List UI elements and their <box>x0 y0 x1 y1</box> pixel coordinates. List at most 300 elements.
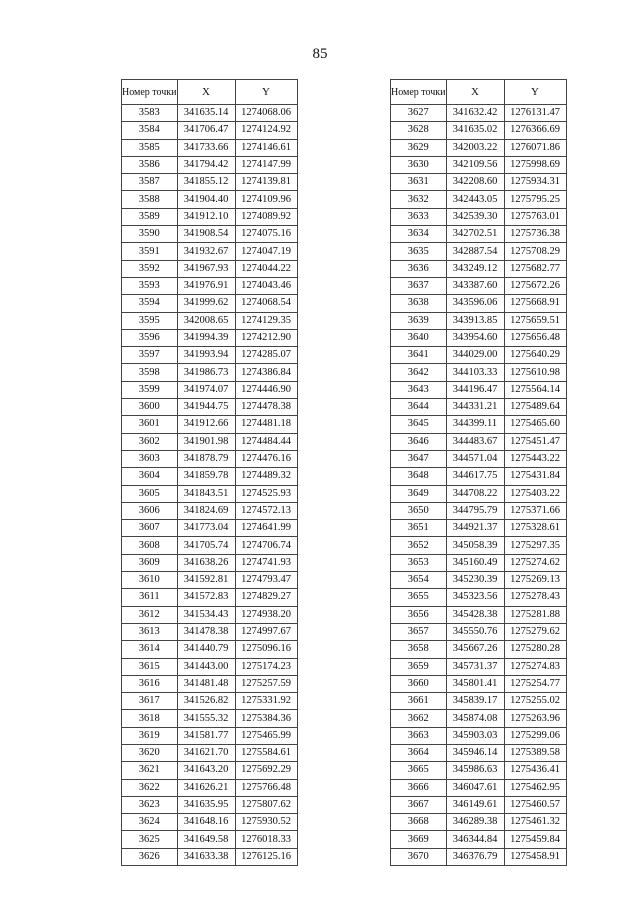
cell-x: 344708.22 <box>446 485 504 502</box>
table-row <box>391 762 567 779</box>
table-row <box>122 139 298 156</box>
cell-point-number: 3605 <box>122 485 178 502</box>
cell-point-number: 3585 <box>122 139 178 156</box>
cell-point-number: 3630 <box>391 156 447 173</box>
table-row <box>122 450 298 467</box>
cell-y: 1274068.06 <box>235 105 297 122</box>
cell-point-number: 3627 <box>391 105 447 122</box>
cell-x: 345986.63 <box>446 762 504 779</box>
header-y: Y <box>504 80 566 105</box>
cell-y: 1274489.32 <box>235 468 297 485</box>
table-row <box>391 312 567 329</box>
cell-x: 341705.74 <box>177 537 235 554</box>
cell-x: 342109.56 <box>446 156 504 173</box>
cell-x: 341632.42 <box>446 105 504 122</box>
cell-x: 341534.43 <box>177 606 235 623</box>
header-point-number: Номер точки <box>391 80 447 105</box>
table-row <box>391 744 567 761</box>
cell-x: 345903.03 <box>446 727 504 744</box>
cell-point-number: 3651 <box>391 520 447 537</box>
cell-x: 341706.47 <box>177 122 235 139</box>
cell-x: 344483.67 <box>446 433 504 450</box>
cell-x: 341993.94 <box>177 347 235 364</box>
cell-x: 341912.66 <box>177 416 235 433</box>
cell-y: 1274147.99 <box>235 156 297 173</box>
header-x: X <box>177 80 235 105</box>
cell-y: 1274793.47 <box>235 572 297 589</box>
cell-point-number: 3641 <box>391 347 447 364</box>
cell-x: 341824.69 <box>177 502 235 519</box>
cell-x: 345160.49 <box>446 554 504 571</box>
cell-point-number: 3639 <box>391 312 447 329</box>
cell-y: 1274741.93 <box>235 554 297 571</box>
table-row <box>391 122 567 139</box>
cell-x: 345550.76 <box>446 623 504 640</box>
cell-point-number: 3593 <box>122 277 178 294</box>
cell-x: 341878.79 <box>177 450 235 467</box>
cell-point-number: 3665 <box>391 762 447 779</box>
cell-x: 341904.40 <box>177 191 235 208</box>
cell-y: 1275465.99 <box>235 727 297 744</box>
cell-point-number: 3583 <box>122 105 178 122</box>
cell-y: 1276125.16 <box>235 848 297 865</box>
cell-point-number: 3649 <box>391 485 447 502</box>
cell-x: 341773.04 <box>177 520 235 537</box>
cell-x: 341994.39 <box>177 329 235 346</box>
cell-y: 1275297.35 <box>504 537 566 554</box>
cell-y: 1275461.32 <box>504 814 566 831</box>
table-row <box>391 675 567 692</box>
cell-point-number: 3584 <box>122 122 178 139</box>
table-row <box>391 831 567 848</box>
cell-y: 1276131.47 <box>504 105 566 122</box>
cell-point-number: 3648 <box>391 468 447 485</box>
cell-x: 342539.30 <box>446 208 504 225</box>
cell-x: 341649.58 <box>177 831 235 848</box>
cell-y: 1274285.07 <box>235 347 297 364</box>
table-header-row <box>391 80 567 105</box>
coordinates-table-left <box>121 79 298 866</box>
table-row <box>122 468 298 485</box>
table-row <box>391 814 567 831</box>
cell-y: 1274109.96 <box>235 191 297 208</box>
table-row <box>391 641 567 658</box>
cell-x: 341635.95 <box>177 796 235 813</box>
cell-point-number: 3668 <box>391 814 447 831</box>
cell-point-number: 3611 <box>122 589 178 606</box>
table-row <box>122 156 298 173</box>
cell-y: 1275459.84 <box>504 831 566 848</box>
table-row <box>122 260 298 277</box>
cell-x: 341908.54 <box>177 226 235 243</box>
cell-point-number: 3601 <box>122 416 178 433</box>
cell-point-number: 3658 <box>391 641 447 658</box>
cell-point-number: 3660 <box>391 675 447 692</box>
cell-y: 1275278.43 <box>504 589 566 606</box>
table-row <box>391 693 567 710</box>
cell-point-number: 3632 <box>391 191 447 208</box>
table-row <box>122 727 298 744</box>
cell-y: 1275462.95 <box>504 779 566 796</box>
table-row <box>391 710 567 727</box>
cell-x: 344331.21 <box>446 399 504 416</box>
table-row <box>391 208 567 225</box>
table-row <box>391 399 567 416</box>
page-number: 85 <box>312 46 328 62</box>
cell-point-number: 3617 <box>122 693 178 710</box>
table-row <box>391 381 567 398</box>
cell-point-number: 3609 <box>122 554 178 571</box>
cell-point-number: 3642 <box>391 364 447 381</box>
cell-point-number: 3621 <box>122 762 178 779</box>
cell-y: 1274997.67 <box>235 623 297 640</box>
cell-point-number: 3631 <box>391 174 447 191</box>
cell-y: 1274068.54 <box>235 295 297 312</box>
table-row <box>391 139 567 156</box>
cell-y: 1275682.77 <box>504 260 566 277</box>
cell-point-number: 3589 <box>122 208 178 225</box>
cell-point-number: 3615 <box>122 658 178 675</box>
cell-point-number: 3606 <box>122 502 178 519</box>
cell-y: 1275299.06 <box>504 727 566 744</box>
cell-y: 1275458.91 <box>504 848 566 865</box>
cell-y: 1275564.14 <box>504 381 566 398</box>
table-row <box>122 848 298 865</box>
cell-y: 1275096.16 <box>235 641 297 658</box>
table-row <box>122 295 298 312</box>
table-row <box>122 744 298 761</box>
cell-x: 343913.85 <box>446 312 504 329</box>
table-row <box>391 329 567 346</box>
table-row <box>122 243 298 260</box>
table-row <box>391 156 567 173</box>
table-row <box>122 226 298 243</box>
cell-point-number: 3638 <box>391 295 447 312</box>
cell-x: 341635.14 <box>177 105 235 122</box>
table-row <box>391 277 567 294</box>
cell-y: 1275656.48 <box>504 329 566 346</box>
cell-x: 346047.61 <box>446 779 504 796</box>
cell-y: 1274146.61 <box>235 139 297 156</box>
cell-point-number: 3597 <box>122 347 178 364</box>
cell-y: 1275465.60 <box>504 416 566 433</box>
cell-point-number: 3644 <box>391 399 447 416</box>
cell-y: 1275371.66 <box>504 502 566 519</box>
cell-point-number: 3618 <box>122 710 178 727</box>
cell-x: 345667.26 <box>446 641 504 658</box>
cell-x: 341478.38 <box>177 623 235 640</box>
table-row <box>391 105 567 122</box>
cell-y: 1274829.27 <box>235 589 297 606</box>
table-row <box>391 347 567 364</box>
cell-y: 1275736.38 <box>504 226 566 243</box>
cell-point-number: 3662 <box>391 710 447 727</box>
cell-x: 341859.78 <box>177 468 235 485</box>
cell-point-number: 3636 <box>391 260 447 277</box>
cell-y: 1275584.61 <box>235 744 297 761</box>
cell-point-number: 3622 <box>122 779 178 796</box>
table-header-row <box>122 80 298 105</box>
cell-y: 1275254.77 <box>504 675 566 692</box>
cell-y: 1274043.46 <box>235 277 297 294</box>
cell-x: 341794.42 <box>177 156 235 173</box>
cell-point-number: 3655 <box>391 589 447 606</box>
cell-y: 1275930.52 <box>235 814 297 831</box>
cell-point-number: 3628 <box>391 122 447 139</box>
cell-y: 1275659.51 <box>504 312 566 329</box>
cell-y: 1275998.69 <box>504 156 566 173</box>
table-row <box>391 572 567 589</box>
table-row <box>122 105 298 122</box>
cell-x: 341855.12 <box>177 174 235 191</box>
table-row <box>122 623 298 640</box>
cell-y: 1274139.81 <box>235 174 297 191</box>
cell-y: 1275263.96 <box>504 710 566 727</box>
cell-y: 1275331.92 <box>235 693 297 710</box>
cell-x: 344571.04 <box>446 450 504 467</box>
cell-y: 1274212.90 <box>235 329 297 346</box>
table-row <box>122 329 298 346</box>
cell-x: 341638.26 <box>177 554 235 571</box>
table-row <box>122 537 298 554</box>
table-body-right <box>391 105 567 866</box>
cell-point-number: 3590 <box>122 226 178 243</box>
cell-point-number: 3667 <box>391 796 447 813</box>
cell-y: 1274124.92 <box>235 122 297 139</box>
table-row <box>391 537 567 554</box>
cell-y: 1276071.86 <box>504 139 566 156</box>
cell-point-number: 3600 <box>122 399 178 416</box>
cell-x: 342208.60 <box>446 174 504 191</box>
cell-x: 342702.51 <box>446 226 504 243</box>
cell-point-number: 3595 <box>122 312 178 329</box>
cell-x: 341643.20 <box>177 762 235 779</box>
cell-point-number: 3640 <box>391 329 447 346</box>
cell-point-number: 3629 <box>391 139 447 156</box>
table-row <box>122 762 298 779</box>
table-row <box>122 312 298 329</box>
table-row <box>122 675 298 692</box>
cell-x: 341572.83 <box>177 589 235 606</box>
cell-point-number: 3650 <box>391 502 447 519</box>
table-row <box>391 554 567 571</box>
cell-y: 1275807.62 <box>235 796 297 813</box>
cell-y: 1275274.83 <box>504 658 566 675</box>
cell-point-number: 3599 <box>122 381 178 398</box>
cell-x: 346376.79 <box>446 848 504 865</box>
cell-y: 1275436.41 <box>504 762 566 779</box>
cell-point-number: 3602 <box>122 433 178 450</box>
cell-point-number: 3633 <box>391 208 447 225</box>
cell-x: 343596.06 <box>446 295 504 312</box>
table-row <box>122 191 298 208</box>
table-row <box>391 260 567 277</box>
cell-y: 1275766.48 <box>235 779 297 796</box>
cell-x: 341635.02 <box>446 122 504 139</box>
header-point-number: Номер точки <box>122 80 178 105</box>
table-row <box>391 191 567 208</box>
table-row <box>391 520 567 537</box>
cell-point-number: 3669 <box>391 831 447 848</box>
cell-x: 344103.33 <box>446 364 504 381</box>
cell-point-number: 3603 <box>122 450 178 467</box>
cell-y: 1274044.22 <box>235 260 297 277</box>
cell-y: 1274478.38 <box>235 399 297 416</box>
table-row <box>122 433 298 450</box>
cell-point-number: 3608 <box>122 537 178 554</box>
cell-y: 1274481.18 <box>235 416 297 433</box>
cell-y: 1275610.98 <box>504 364 566 381</box>
cell-x: 341976.91 <box>177 277 235 294</box>
cell-y: 1275280.28 <box>504 641 566 658</box>
cell-point-number: 3591 <box>122 243 178 260</box>
cell-point-number: 3646 <box>391 433 447 450</box>
cell-x: 341932.67 <box>177 243 235 260</box>
cell-point-number: 3664 <box>391 744 447 761</box>
cell-x: 345946.14 <box>446 744 504 761</box>
cell-x: 341440.79 <box>177 641 235 658</box>
cell-point-number: 3661 <box>391 693 447 710</box>
table-row <box>391 848 567 865</box>
table-row <box>391 433 567 450</box>
header-x: X <box>446 80 504 105</box>
cell-x: 342003.22 <box>446 139 504 156</box>
cell-y: 1275389.58 <box>504 744 566 761</box>
table-row <box>122 589 298 606</box>
table-row <box>122 831 298 848</box>
table-row <box>391 606 567 623</box>
cell-point-number: 3604 <box>122 468 178 485</box>
cell-y: 1275281.88 <box>504 606 566 623</box>
cell-x: 341621.70 <box>177 744 235 761</box>
cell-x: 344029.00 <box>446 347 504 364</box>
cell-point-number: 3596 <box>122 329 178 346</box>
table-row <box>122 693 298 710</box>
cell-x: 341555.32 <box>177 710 235 727</box>
cell-point-number: 3623 <box>122 796 178 813</box>
table-row <box>122 485 298 502</box>
cell-x: 346289.38 <box>446 814 504 831</box>
table-row <box>391 364 567 381</box>
cell-point-number: 3645 <box>391 416 447 433</box>
cell-y: 1274047.19 <box>235 243 297 260</box>
table-row <box>122 814 298 831</box>
cell-point-number: 3634 <box>391 226 447 243</box>
cell-y: 1274525.93 <box>235 485 297 502</box>
cell-y: 1275384.36 <box>235 710 297 727</box>
cell-y: 1275795.25 <box>504 191 566 208</box>
table-row <box>391 243 567 260</box>
cell-x: 345323.56 <box>446 589 504 606</box>
table-row <box>391 485 567 502</box>
cell-x: 341944.75 <box>177 399 235 416</box>
cell-y: 1274641.99 <box>235 520 297 537</box>
table-row <box>122 710 298 727</box>
table-row <box>122 641 298 658</box>
cell-x: 341967.93 <box>177 260 235 277</box>
cell-x: 345801.41 <box>446 675 504 692</box>
table-row <box>391 174 567 191</box>
cell-y: 1274089.92 <box>235 208 297 225</box>
cell-point-number: 3643 <box>391 381 447 398</box>
table-row <box>122 122 298 139</box>
table-row <box>122 364 298 381</box>
cell-x: 341901.98 <box>177 433 235 450</box>
cell-x: 341581.77 <box>177 727 235 744</box>
cell-y: 1275489.64 <box>504 399 566 416</box>
cell-point-number: 3619 <box>122 727 178 744</box>
table-row <box>391 416 567 433</box>
cell-x: 341633.38 <box>177 848 235 865</box>
cell-x: 341843.51 <box>177 485 235 502</box>
table-row <box>122 381 298 398</box>
cell-y: 1274386.84 <box>235 364 297 381</box>
cell-point-number: 3654 <box>391 572 447 589</box>
cell-point-number: 3625 <box>122 831 178 848</box>
cell-x: 341912.10 <box>177 208 235 225</box>
table-row <box>391 226 567 243</box>
table-row <box>122 399 298 416</box>
table-row <box>122 520 298 537</box>
cell-y: 1275274.62 <box>504 554 566 571</box>
cell-point-number: 3607 <box>122 520 178 537</box>
cell-y: 1274938.20 <box>235 606 297 623</box>
cell-point-number: 3620 <box>122 744 178 761</box>
table-row <box>122 416 298 433</box>
table-row <box>122 347 298 364</box>
cell-y: 1275668.91 <box>504 295 566 312</box>
cell-point-number: 3666 <box>391 779 447 796</box>
table-row <box>391 779 567 796</box>
cell-y: 1275708.29 <box>504 243 566 260</box>
cell-x: 341999.62 <box>177 295 235 312</box>
cell-y: 1275640.29 <box>504 347 566 364</box>
cell-point-number: 3614 <box>122 641 178 658</box>
cell-y: 1275403.22 <box>504 485 566 502</box>
cell-point-number: 3598 <box>122 364 178 381</box>
cell-point-number: 3659 <box>391 658 447 675</box>
cell-point-number: 3656 <box>391 606 447 623</box>
cell-x: 344921.37 <box>446 520 504 537</box>
cell-point-number: 3635 <box>391 243 447 260</box>
cell-x: 341526.82 <box>177 693 235 710</box>
table-row <box>122 174 298 191</box>
cell-point-number: 3653 <box>391 554 447 571</box>
header-y: Y <box>235 80 297 105</box>
table-row <box>391 658 567 675</box>
cell-point-number: 3592 <box>122 260 178 277</box>
cell-y: 1275460.57 <box>504 796 566 813</box>
cell-y: 1276366.69 <box>504 122 566 139</box>
cell-point-number: 3613 <box>122 623 178 640</box>
cell-x: 342887.54 <box>446 243 504 260</box>
cell-x: 341648.16 <box>177 814 235 831</box>
cell-point-number: 3594 <box>122 295 178 312</box>
table-row <box>391 623 567 640</box>
cell-point-number: 3670 <box>391 848 447 865</box>
cell-y: 1274129.35 <box>235 312 297 329</box>
table-row <box>122 572 298 589</box>
cell-x: 344795.79 <box>446 502 504 519</box>
cell-x: 345839.17 <box>446 693 504 710</box>
cell-y: 1275934.31 <box>504 174 566 191</box>
cell-y: 1274476.16 <box>235 450 297 467</box>
table-row <box>122 658 298 675</box>
cell-point-number: 3588 <box>122 191 178 208</box>
table-row <box>122 502 298 519</box>
table-row <box>391 589 567 606</box>
cell-y: 1274572.13 <box>235 502 297 519</box>
